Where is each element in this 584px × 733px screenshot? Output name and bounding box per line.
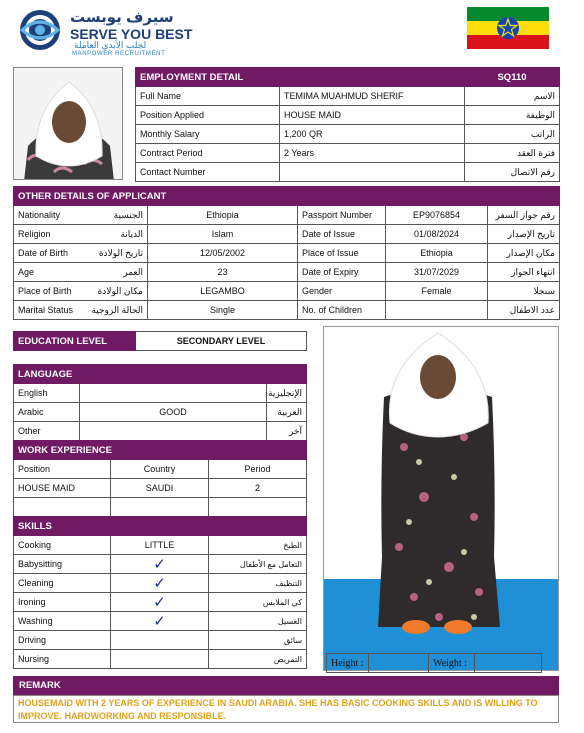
applicant-label-arabic: تاريخ الإصدار <box>488 225 560 244</box>
skill-row <box>14 536 307 555</box>
employment-label-arabic: الراتب <box>465 125 560 144</box>
applicant-label: Religion <box>14 225 87 244</box>
check-icon: ✓ <box>153 556 166 573</box>
applicant-label-arabic: الجنسية <box>87 206 148 225</box>
applicant-label: Marital Status <box>14 301 87 320</box>
skill-label-arabic: التنظيف <box>209 574 307 593</box>
logo-english-name: SERVE YOU BEST <box>70 26 193 42</box>
language-label: Arabic <box>14 403 80 422</box>
employment-value: 2 Years <box>280 144 465 163</box>
work-cell <box>209 498 307 517</box>
work-cell <box>111 498 209 517</box>
applicant-label-arabic: مكان الإصدار <box>488 244 560 263</box>
ethiopia-flag-icon <box>467 7 549 49</box>
language-value <box>80 422 267 441</box>
employment-detail-table <box>135 67 560 182</box>
logo-english-subtitle: MANPOWER RECRUITMENT <box>72 51 166 57</box>
applicant-label: Place of Issue <box>298 244 386 263</box>
skill-label: Cleaning <box>14 574 111 593</box>
skill-value <box>111 593 209 612</box>
applicant-label-arabic: انتهاء الجواز <box>488 263 560 282</box>
applicant-label: Date of Expiry <box>298 263 386 282</box>
logo-arabic-subtitle: لجلب الأيدي العاملة <box>74 40 147 50</box>
applicant-value: Ethiopia <box>386 244 488 263</box>
employment-label: Contact Number <box>136 163 280 182</box>
applicant-label: Place of Birth <box>14 282 87 301</box>
employment-row <box>136 163 560 182</box>
work-column-header: Period <box>209 460 307 479</box>
skill-label-arabic: كي الملابس <box>209 593 307 612</box>
applicant-value: Female <box>386 282 488 301</box>
height-value <box>369 654 429 673</box>
applicant-value: Ethiopia <box>148 206 298 225</box>
skills-table <box>13 516 307 669</box>
education-level-label: EDUCATION LEVEL <box>14 332 136 351</box>
applicant-value: EP9076854 <box>386 206 488 225</box>
applicant-row <box>14 282 560 301</box>
skill-label: Nursing <box>14 650 111 669</box>
applicant-row <box>14 244 560 263</box>
language-label-arabic: الإنجليزية <box>267 384 307 403</box>
work-cell: 2 <box>209 479 307 498</box>
applicant-value: 31/07/2029 <box>386 263 488 282</box>
applicant-label-arabic: الديانة <box>87 225 148 244</box>
applicant-details-title: OTHER DETAILS OF APPLICANT <box>14 187 560 206</box>
applicant-value: 23 <box>148 263 298 282</box>
skill-value <box>111 612 209 631</box>
language-title: LANGUAGE <box>14 365 307 384</box>
applicant-passport-photo <box>13 67 123 180</box>
applicant-value <box>386 301 488 320</box>
employment-row <box>136 144 560 163</box>
language-label: Other <box>14 422 80 441</box>
work-experience-table <box>13 440 307 517</box>
skill-row <box>14 593 307 612</box>
skill-row <box>14 574 307 593</box>
work-column-header: Position <box>14 460 111 479</box>
employment-detail-title: EMPLOYMENT DETAIL <box>136 68 465 87</box>
logo-arabic-name: سيرف يوبست <box>70 9 174 26</box>
applicant-value: 12/05/2002 <box>148 244 298 263</box>
employment-row <box>136 87 560 106</box>
language-value: GOOD <box>80 403 267 422</box>
applicant-value: Single <box>148 301 298 320</box>
applicant-row <box>14 206 560 225</box>
remark-title: REMARK <box>13 676 559 695</box>
applicant-label-arabic: تاريخ الولادة <box>87 244 148 263</box>
skill-label: Washing <box>14 612 111 631</box>
language-value <box>80 384 267 403</box>
employment-value: 1,200 QR <box>280 125 465 144</box>
check-icon: ✓ <box>153 575 166 592</box>
skill-row <box>14 612 307 631</box>
employment-label-arabic: فترة العقد <box>465 144 560 163</box>
employment-label-arabic: رقم الاتصال <box>465 163 560 182</box>
skill-row <box>14 631 307 650</box>
language-label: English <box>14 384 80 403</box>
employment-label: Monthly Salary <box>136 125 280 144</box>
applicant-label: Passport Number <box>298 206 386 225</box>
applicant-value: LEGAMBO <box>148 282 298 301</box>
employment-label: Contract Period <box>136 144 280 163</box>
applicant-row <box>14 301 560 320</box>
work-experience-title: WORK EXPERIENCE <box>14 441 307 460</box>
language-row <box>14 422 307 441</box>
applicant-row <box>14 225 560 244</box>
employment-row <box>136 106 560 125</box>
language-label-arabic: آخر <box>267 422 307 441</box>
skill-value <box>111 555 209 574</box>
skill-value: LITTLE <box>111 536 209 555</box>
applicant-label-arabic: الحالة الزوجية <box>87 301 148 320</box>
skill-row <box>14 555 307 574</box>
language-row <box>14 403 307 422</box>
language-label-arabic: العربية <box>267 403 307 422</box>
applicant-label: Gender <box>298 282 386 301</box>
check-icon: ✓ <box>153 613 166 630</box>
skill-row <box>14 650 307 669</box>
applicant-label: Age <box>14 263 87 282</box>
work-cell: HOUSE MAID <box>14 479 111 498</box>
work-cell: SAUDI <box>111 479 209 498</box>
applicant-row <box>14 263 560 282</box>
language-row <box>14 384 307 403</box>
remark-text: HOUSEMAID WITH 2 YEARS OF EXPERIENCE IN SAUDI ARABIA. SHE HAS BASIC COOKING SKILLS AND IS WILLING TO IMPROVE. HARDWORKING AND RESPONSIBLE. <box>13 695 559 723</box>
education-level-value: SECONDARY LEVEL <box>136 332 307 351</box>
employment-value: HOUSE MAID <box>280 106 465 125</box>
applicant-value: Islam <box>148 225 298 244</box>
applicant-details-table <box>13 186 560 320</box>
applicant-label-arabic: مكان الولادة <box>87 282 148 301</box>
employment-label-arabic: الاسم <box>465 87 560 106</box>
applicant-value: 01/08/2024 <box>386 225 488 244</box>
reference-code: SQ110 <box>465 68 560 87</box>
employment-label: Full Name <box>136 87 280 106</box>
skill-label: Ironing <box>14 593 111 612</box>
skill-label: Cooking <box>14 536 111 555</box>
height-label: Height : <box>327 654 369 673</box>
applicant-label-arabic: عدد الاطفال <box>488 301 560 320</box>
employment-row <box>136 125 560 144</box>
employment-value <box>280 163 465 182</box>
work-column-header: Country <box>111 460 209 479</box>
applicant-label: Date of Birth <box>14 244 87 263</box>
employment-value: TEMIMA MUAHMUD SHERIF <box>280 87 465 106</box>
work-header-row <box>14 460 307 479</box>
work-cell <box>14 498 111 517</box>
skill-label: Driving <box>14 631 111 650</box>
skill-value <box>111 574 209 593</box>
skill-label-arabic: سائق <box>209 631 307 650</box>
skill-label-arabic: الغسيل <box>209 612 307 631</box>
measurements-table <box>326 653 542 673</box>
work-row <box>14 498 307 517</box>
applicant-label-arabic: رقم جواز السفر <box>488 206 560 225</box>
weight-value <box>475 654 542 673</box>
skill-label-arabic: التعامل مع الأطفال <box>209 555 307 574</box>
applicant-label: Date of Issue <box>298 225 386 244</box>
work-row <box>14 479 307 498</box>
company-logo <box>14 6 204 58</box>
skill-value <box>111 650 209 669</box>
employment-label: Position Applied <box>136 106 280 125</box>
language-table <box>13 364 307 441</box>
logo-mark-icon <box>14 8 66 52</box>
applicant-label-arabic: سنجلا <box>488 282 560 301</box>
skill-label-arabic: الطبخ <box>209 536 307 555</box>
skill-value <box>111 631 209 650</box>
applicant-full-photo <box>323 326 559 671</box>
applicant-label: Nationality <box>14 206 87 225</box>
employment-label-arabic: الوظيفة <box>465 106 560 125</box>
applicant-label-arabic: العمر <box>87 263 148 282</box>
check-icon: ✓ <box>153 594 166 611</box>
skill-label-arabic: التمريض <box>209 650 307 669</box>
weight-label: Weight : <box>429 654 475 673</box>
applicant-label: No. of Children <box>298 301 386 320</box>
education-table <box>13 331 307 351</box>
skills-title: SKILLS <box>14 517 307 536</box>
skill-label: Babysitting <box>14 555 111 574</box>
